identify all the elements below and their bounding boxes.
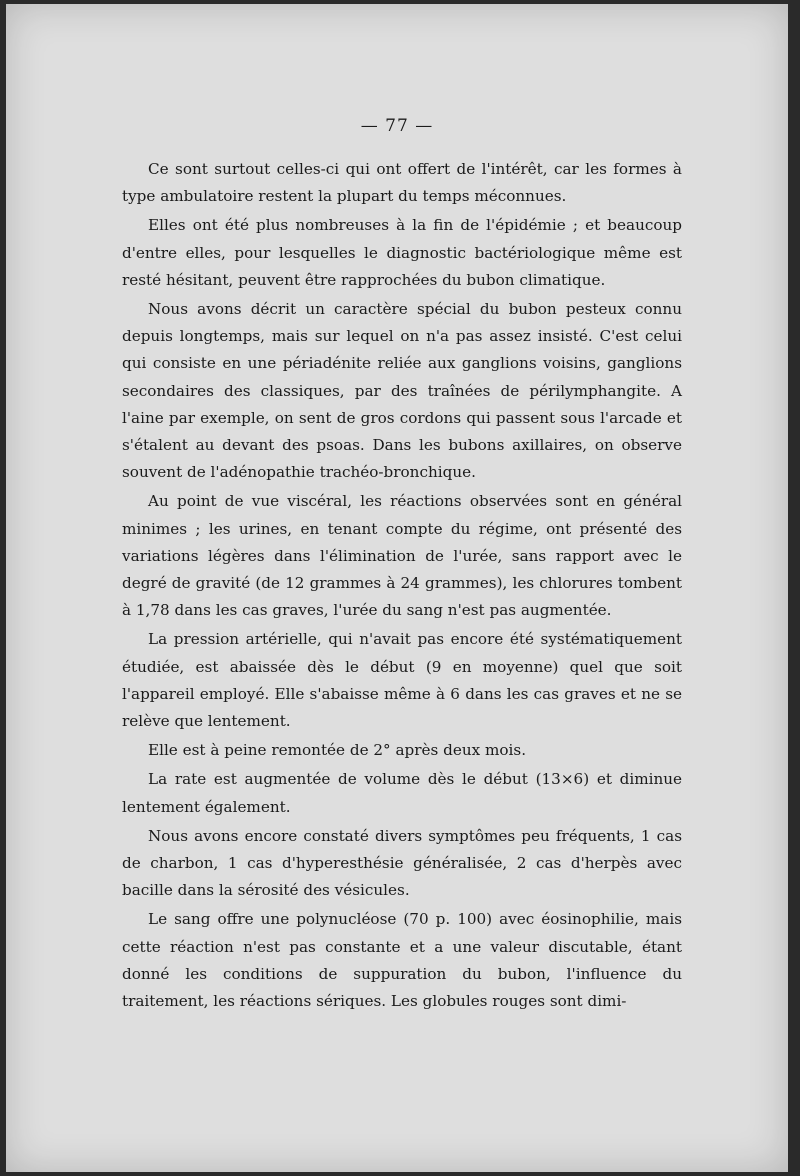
document-page [6, 4, 788, 1172]
paragraph: La pression artérielle, qui n'avait pas encore été systématiquement étudiée, est abaissée dès le début (9 en moyenne) quel que soit l'appareil employé. Elle s'abaisse même à 6 dans les cas graves et ne se relève que lentement. [122, 630, 682, 731]
paragraph: Elle est à peine remontée de 2° après deux mois. [148, 741, 527, 760]
body-text [122, 156, 682, 1017]
paragraph: Nous avons décrit un caractère spécial du bubon pesteux connu depuis longtemps, mais sur lequel on n'a pas assez insisté. C'est celui qui consiste en une périadénite reliée aux ganglions voisins, ganglions secondaires des classiques, par des traînées de périlymphangite. A l'aine par exemple, on sent de gros cordons qui passent sous l'arcade et s'étalent au devant des psoas. Dans les bubons axillaires, on observe souvent de l'adénopathie trachéo-bronchique. [122, 300, 682, 482]
paragraph: Le sang offre une polynucléose (70 p. 100) avec éosinophilie, mais cette réaction n'est pas constante et a une valeur discutable, étant donné les conditions de suppuration du bubon, l'influence du traitement, les réactions sériques. Les globules rouges sont dimi- [122, 910, 682, 1011]
paragraph: Au point de vue viscéral, les réactions observées sont en général minimes ; les urines, en tenant compte du régime, ont présenté des variations légères dans l'élimination de l'urée, sans rapport avec le degré de gravité (de 12 grammes à 24 grammes), les chlorures tombent à 1,78 dans les cas graves, l'urée du sang n'est pas augmentée. [122, 492, 682, 620]
page-number: — 77 — [360, 116, 434, 136]
paragraph: Nous avons encore constaté divers symptômes peu fréquents, 1 cas de charbon, 1 cas d'hyperesthésie généralisée, 2 cas d'herpès avec bacille dans la sérosité des vésicules. [122, 826, 682, 900]
paragraph: La rate est augmentée de volume dès le début (13×6) et diminue lentement également. [122, 770, 682, 816]
paragraph: Elles ont été plus nombreuses à la fin de l'épidémie ; et beaucoup d'entre elles, pour lesquelles le diagnostic bactériologique même est resté hésitant, peuvent être rapprochées du bubon climatique. [122, 216, 682, 289]
paragraph: Ce sont surtout celles-ci qui ont offert de l'intérêt, car les formes à type ambulatoire restent la plupart du temps méconnues. [122, 160, 682, 206]
